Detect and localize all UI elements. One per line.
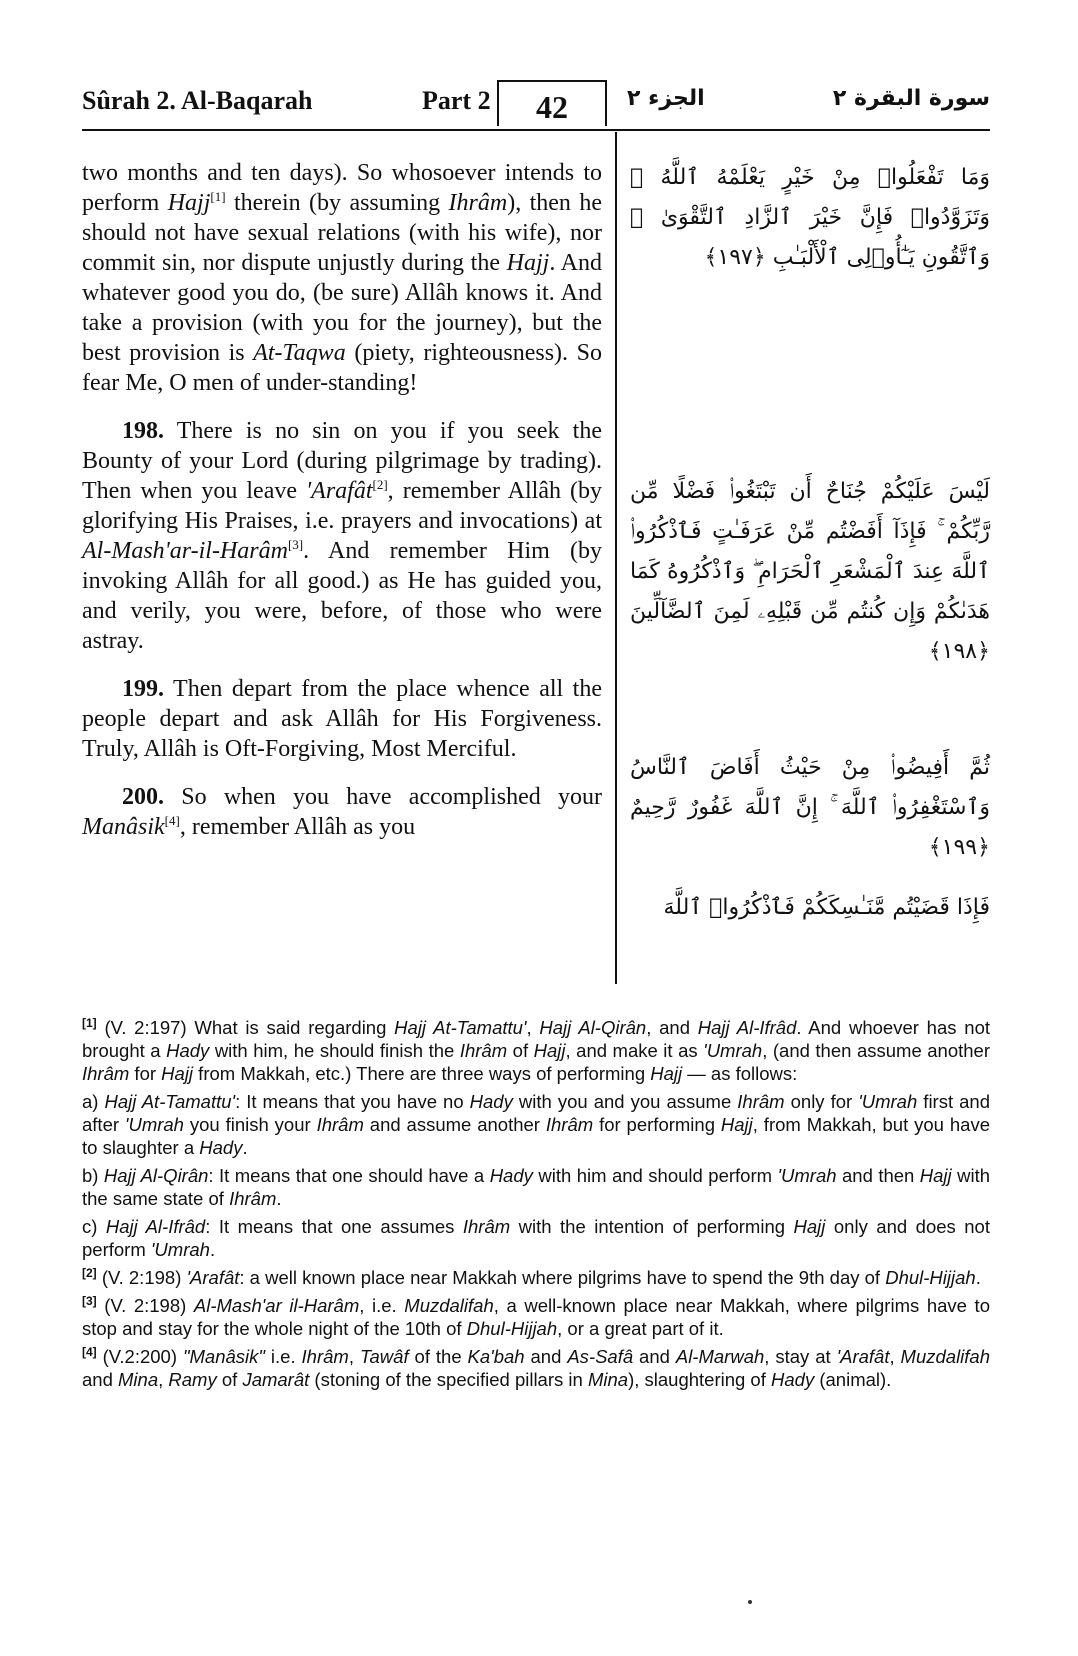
translation-column <box>82 158 602 860</box>
footnote-ref[interactable]: [3] <box>287 537 304 552</box>
verse-number: 199. <box>122 676 164 702</box>
verse-200-arabic: فَإِذَا قَضَيْتُم مَّنَـٰسِكَكُمْ فَٱذْكُرُوا۟ ٱللَّهَ <box>663 895 990 920</box>
verse-198-arabic: لَيْسَ عَلَيْكُمْ جُنَاحٌ أَن تَبْتَغُوا۟ فَضْلًا مِّن رَّبِّكُمْ ۚ فَإِذَآ أَفَضْتُم مِّنْ عَرَفَـٰتٍ فَٱذْكُرُوا۟ ٱللَّهَ عِندَ ٱلْمَشْعَرِ ٱلْحَرَامِ ۖ وَٱذْكُرُوهُ كَمَا هَدَىٰكُمْ وَإِن كُنتُم مِّن قَبْلِهِۦ لَمِنَ ٱلضَّآلِّينَ ﴿١٩٨﴾ <box>630 479 990 664</box>
column-divider <box>615 132 617 984</box>
verse-197-text: two months and ten days). So whosoever intends to perform Hajj[1] therein (by assuming Ihrâm), then he should not have sexual relations (with his wife), nor commit sin, nor dispute unjustly during the Hajj. And whatever good you do, (be sure) Allâh knows it. And take a provision (with you for the journey), but the best provision is At-Taqwa (piety, righteousness). So fear Me, O men of under-standing! <box>82 160 603 396</box>
verse-200-text: 200. So when you have accomplished your Manâsik[4], remember Allâh as you <box>82 784 602 840</box>
footnote-marker: [2] <box>82 1265 97 1280</box>
surah-arabic: سورة البقرة ٢ <box>832 86 990 111</box>
footnote-1: [1] (V. 2:197) What is said regarding Hajj At-Tamattu', Hajj Al-Qirân, and Hajj Al-Ifrâd. And whoever has not brought a Hady with him, he should finish the Ihrâm of Hajj, and make it as 'Umrah, (and then assume another Ihrâm for Hajj from Makkah, etc.) There are three ways of performing Hajj — as follows: <box>82 1015 990 1084</box>
verse-198-text: 198. There is no sin on you if you seek the Bounty of your Lord (during pilgrimage by trading). Then when you leave 'Arafât[2], remember Allâh (by glorifying His Praises, i.e. prayers and invocations) at Al-Mash'ar-il-Harâm[3]. And remember Him (by invoking Allâh for all good.) as He has guided you, and verily, you were, before, of those who were astray. <box>82 418 603 654</box>
footnote-ref[interactable]: [2] <box>372 477 388 492</box>
verse-199-text: 199. Then depart from the place whence all the people depart and ask Allâh for His Forgiveness. Truly, Allâh is Oft-Forgiving, Most Merciful. <box>82 676 602 762</box>
page-number: 42 <box>497 80 607 126</box>
footnote-marker: [4] <box>82 1344 97 1359</box>
footnote-3: [3] (V. 2:198) Al-Mash'ar il-Harâm, i.e. Muzdalifah, a well-known place near Makkah, where pilgrims have to stop and stay for the whole night of the 10th of Dhul-Hijjah, or a great part of it. <box>82 1293 990 1339</box>
verse-number: 198. <box>122 418 164 444</box>
surah-title: Sûrah 2. Al-Baqarah <box>82 86 313 115</box>
footnote-marker: [1] <box>82 1015 97 1030</box>
footnote-ref[interactable]: [4] <box>164 813 180 828</box>
juz-arabic: الجزء ٢ <box>627 86 705 111</box>
verse-197-arabic: وَمَا تَفْعَلُوا۟ مِنْ خَيْرٍ يَعْلَمْهُ ٱللَّهُ ۗ وَتَزَوَّدُوا۟ فَإِنَّ خَيْرَ ٱلزَّادِ ٱلتَّقْوَىٰ ۚ وَٱتَّقُونِ يَـٰٓأُو۟لِى ٱلْأَلْبَـٰبِ ﴿١٩٧﴾ <box>630 165 990 270</box>
footnote-marker: [3] <box>82 1293 97 1308</box>
header-rule <box>82 129 990 131</box>
verse-number: 200. <box>122 784 164 810</box>
verse-199-arabic: ثُمَّ أَفِيضُوا۟ مِنْ حَيْثُ أَفَاضَ ٱلنَّاسُ وَٱسْتَغْفِرُوا۟ ٱللَّهَ ۚ إِنَّ ٱللَّهَ غَفُورٌ رَّحِيمٌ ﴿١٩٩﴾ <box>630 755 990 860</box>
footnote-2: [2] (V. 2:198) 'Arafât: a well known place near Makkah where pilgrims have to spend the 9th day of Dhul-Hijjah. <box>82 1265 981 1288</box>
footnote-1b: b) Hajj Al-Qirân: It means that one should have a Hady with him and should perform 'Umrah and then Hajj with the same state of Ihrâm. <box>82 1165 991 1209</box>
footnote-1a: a) Hajj At-Tamattu': It means that you have no Hady with you and you assume Ihrâm only for 'Umrah first and after 'Umrah you finish your Ihrâm and assume another Ihrâm for performing Hajj, from Makkah, but you have to slaughter a Hady. <box>82 1091 991 1158</box>
printer-mark <box>748 1600 752 1604</box>
page-header <box>82 80 990 130</box>
footnote-ref[interactable]: [1] <box>210 189 226 204</box>
footnote-1c: c) Hajj Al-Ifrâd: It means that one assumes Ihrâm with the intention of performing Hajj only and does not perform 'Umrah. <box>82 1216 990 1260</box>
footnotes <box>82 1016 990 1396</box>
part-label: Part 2 <box>422 86 491 115</box>
footnote-4: [4] (V.2:200) "Manâsik" i.e. Ihrâm, Tawâf of the Ka'bah and As-Safâ and Al-Marwah, stay at 'Arafât, Muzdalifah and Mina, Ramy of Jamarât (stoning of the specified pillars in Mina), slaughtering of Hady (animal). <box>82 1344 991 1390</box>
